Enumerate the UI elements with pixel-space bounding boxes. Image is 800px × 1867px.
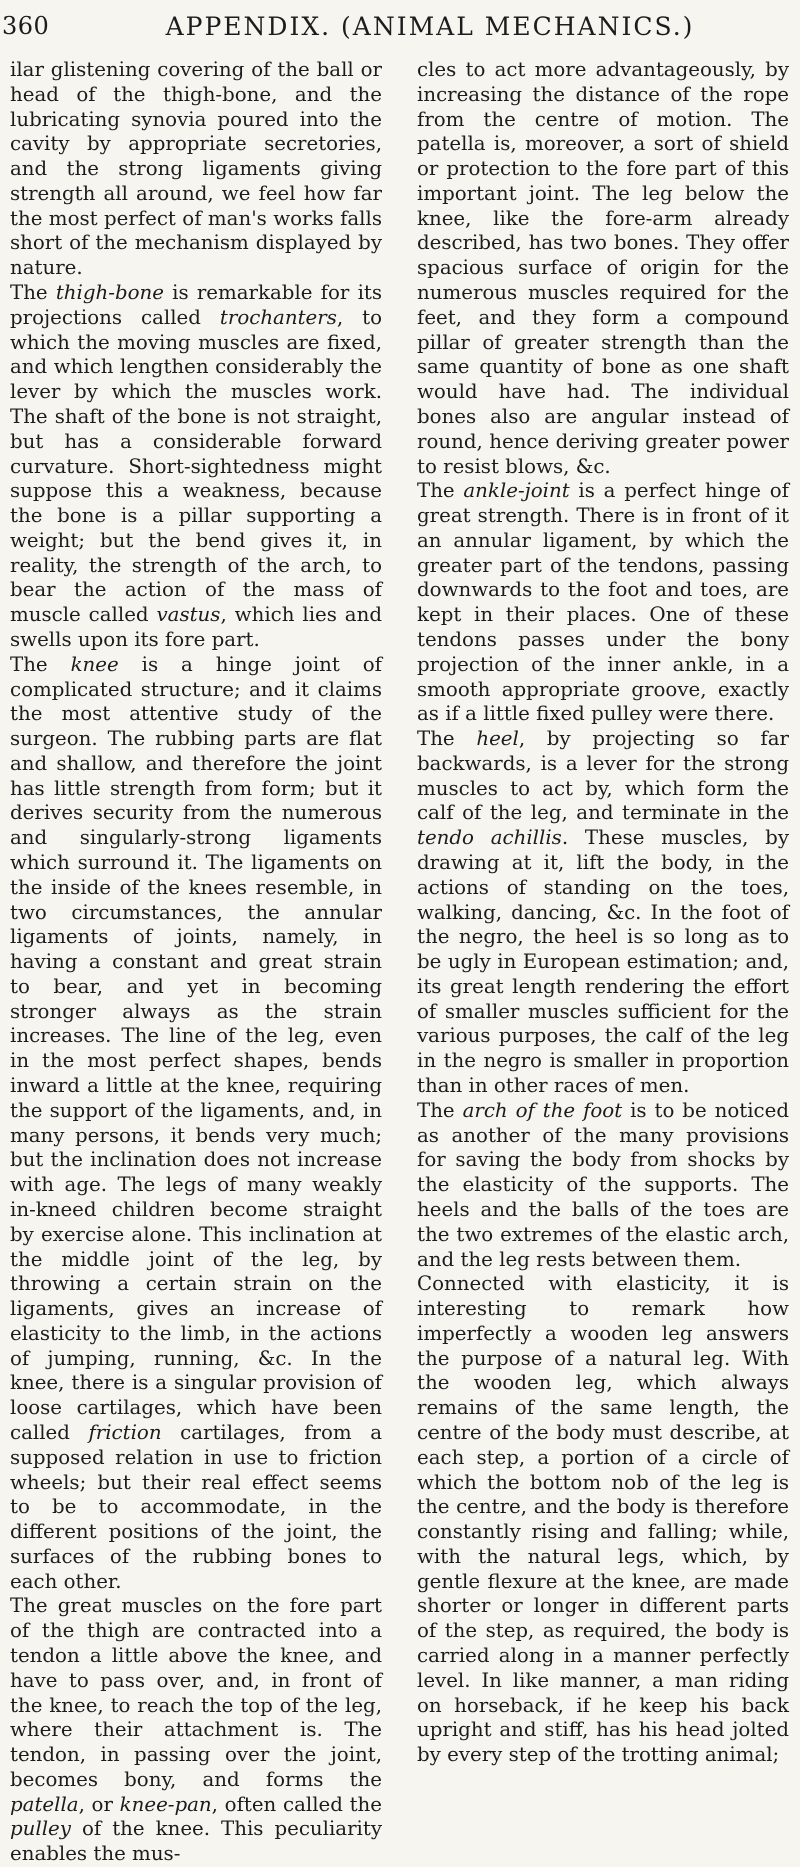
italic-term: thigh-bone [55,281,164,305]
italic-term: patella [10,1792,79,1816]
italic-term: tendo achillis [417,826,562,850]
paragraph: The ankle-joint is a perfect hinge of great strength. There is in front of it an annular ligament, by which the greater part of the tendons, passing downwards to the foot and toes, are kept in their places. One of these tendons passes under the bony projection of the inner ankle, in a smooth appropriate groove, exactly as if a little fixed pulley were there. [417,479,789,726]
italic-term: vastus [156,603,221,627]
italic-term: trochanters [219,305,337,329]
paragraph: The arch of the foot is to be noticed as another of the many provisions for saving the body from shocks by the elasticity of the supports. The heels and the balls of the toes are the two extremes of the elastic arch, and the leg rests between them. [417,1098,789,1271]
italic-term: ankle-joint [463,479,570,503]
paragraph: Connected with elasticity, it is interesting to remark how imperfectly a wooden leg answers the purpose of a natural leg. With the wooden leg, which always remains of the same length, the centre of the body must describe, at each step, a portion of a circle of which the bottom nob of the leg is the centre, and the body is therefore constantly rising and falling; while, with the natural legs, which, by gentle flexure at the knee, are made shorter or longer in different parts of the step, as required, the body is carried along in a manner perfectly level. In like manner, a man riding on horseback, if he keep his back upright and stiff, has his head jolted by every step of the trotting animal; [417,1272,789,1767]
paragraph: The great muscles on the fore part of the thigh are contracted into a tendon a little above the knee, and have to pass over, and, in front of the knee, to reach the top of the leg, where their attachment is. The tendon, in passing over the joint, becomes bony, and forms the patella, or knee-pan, often called the pulley of the knee. This peculiarity enables the mus- [10,1594,382,1866]
paragraph: ilar glistening covering of the ball or head of the thigh-bone, and the lubricating synovia poured into the cavity by appropriate secretories, and the strong ligaments giving strength all around, we feel how far the most perfect of man's works falls short of the mechanism displayed by nature. [10,58,382,280]
paragraph: The heel, by projecting so far backwards, is a lever for the strong muscles to act by, which form the calf of the leg, and terminate in the tendo achillis. These muscles, by drawing at it, lift the body, in the actions of standing on the toes, walking, dancing, &c. In the foot of the negro, the heel is so long as to be ugly in European estimation; and, its great length rendering the effort of smaller muscles sufficient for the various purposes, the calf of the leg in the negro is smaller in proportion than in other races of men. [417,727,789,1098]
page-header [0,0,800,52]
italic-term: pulley [10,1817,71,1841]
italic-term: knee-pan [119,1792,212,1816]
right-column [417,58,789,1768]
left-column [10,58,382,1867]
page-number: 360 [2,12,50,40]
paragraph: The knee is a hinge joint of complicated structure; and it claims the most attentive study of the surgeon. The rubbing parts are flat and shallow, and therefore the joint has little strength from form; but it derives security from the numerous and singularly-strong ligaments which surround it. The ligaments on the inside of the knees resemble, in two circumstances, the annular ligaments of joints, namely, in having a constant and great strain to bear, and yet in becoming stronger always as the strain increases. The line of the leg, even in the most perfect shapes, bends inward a little at the knee, requiring the support of the ligaments, and, in many persons, it bends very much; but the inclination does not increase with age. The legs of many weakly in-kneed children become straight by exercise alone. This inclination at the middle joint of the leg, by throwing a certain strain on the ligaments, gives an increase of elasticity to the limb, in the actions of jumping, running, &c. In the knee, there is a singular provision of loose cartilages, which have been called friction cartilages, from a supposed relation in use to friction wheels; but their real effect seems to be to accommodate, in the different positions of the joint, the surfaces of the rubbing bones to each other. [10,652,382,1593]
italic-term: friction [88,1420,162,1444]
paragraph: The thigh-bone is remarkable for its projections called trochanters, to which the moving muscles are fixed, and which lengthen considerably the lever by which the muscles work. The shaft of the bone is not straight, but has a considerable forward curvature. Short-sightedness might suppose this a weakness, because the bone is a pillar supporting a weight; but the bend gives it, in reality, the strength of the arch, to bear the action of the mass of muscle called vastus, which lies and swells upon its fore part. [10,281,383,651]
paragraph: cles to act more advantageously, by increasing the distance of the rope from the centre of motion. The patella is, moreover, a sort of shield or protection to the fore part of this important joint. The leg below the knee, like the fore-arm already described, has two bones. They offer spacious surface of origin for the numerous muscles required for the feet, and they form a compound pillar of greater strength than the same quantity of bone as one shaft would have had. The individual bones also are angular instead of round, hence deriving greater power to resist blows, &c. [417,58,789,478]
italic-term: knee [70,652,119,676]
italic-term: arch of the foot [462,1098,623,1122]
running-head: APPENDIX. (ANIMAL MECHANICS.) [165,12,695,41]
italic-term: heel [476,727,519,751]
